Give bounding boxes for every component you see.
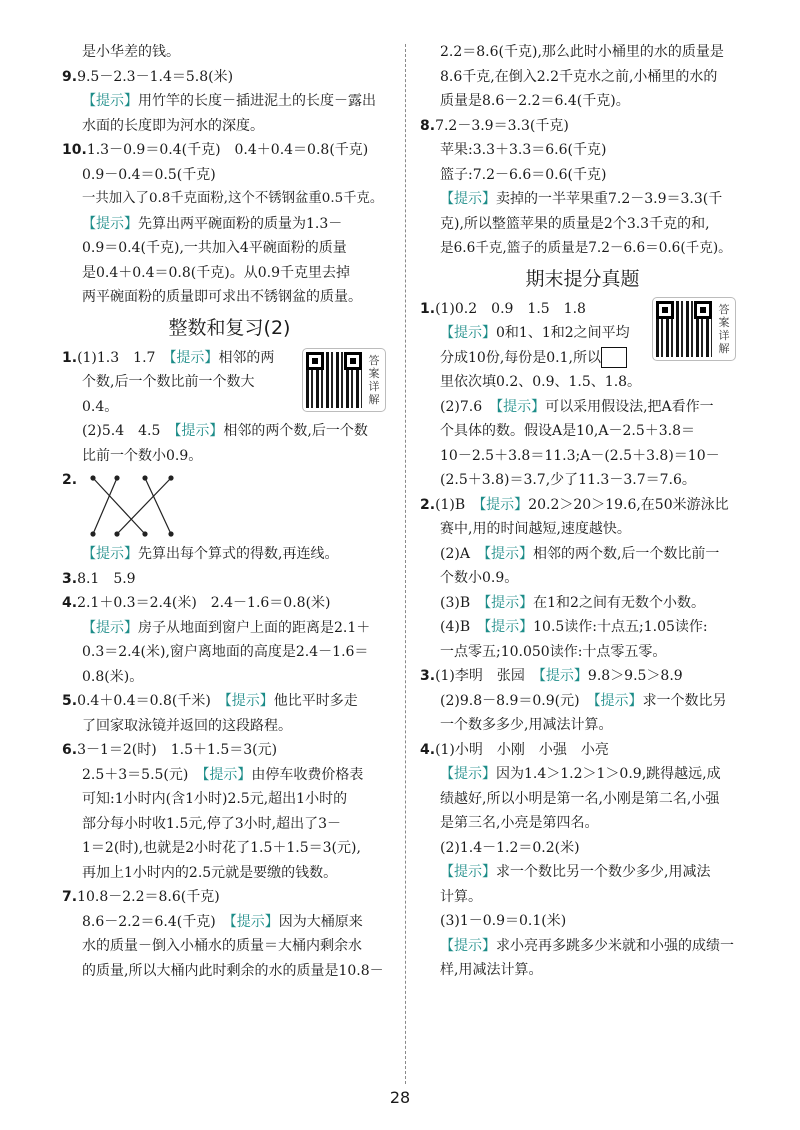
exam-hint-2-cont: 一点零五;10.050读作:十点零五零。 <box>440 643 667 660</box>
hint-9-cont: 水面的长度即为河水的深度。 <box>82 117 264 134</box>
qr-code <box>652 297 736 361</box>
hint-10: 【提示】先算出两平碗面粉的质量为1.3－ <box>82 215 343 232</box>
answer-10-line2: 0.9－0.4＝0.5(千克) <box>82 166 216 183</box>
hint-5-cont: 了回家取泳镜并返回的这段路程。 <box>82 717 292 734</box>
hint-7-cont: 的质量,所以大桶内此时剩余的水的质量是10.8－ <box>82 962 384 979</box>
exam-hint-2-cont: 赛中,用的时间越短,速度越快。 <box>440 521 631 537</box>
hint-7-cont: 质量是8.6－2.2＝6.4(千克)。 <box>440 93 630 109</box>
answer-1-cont: 个数,后一个数比前一个数大 <box>82 374 255 390</box>
section-title: 整数和复习(2) <box>168 316 291 339</box>
exam-answer-1-part2: (2)7.6 【提示】可以采用假设法,把A看作一 <box>440 398 714 415</box>
exam-hint-4c-cont: 样,用减法计算。 <box>440 962 543 978</box>
exam-answer-3: 3.(1)李明 张园 【提示】9.8＞9.5＞8.9 <box>420 668 683 684</box>
hint-4: 【提示】房子从地面到窗户上面的距离是2.1＋ <box>82 619 371 636</box>
answer-1: 1.(1)1.3 1.7 【提示】相邻的两 <box>62 349 275 366</box>
qr-code-icon <box>656 301 712 357</box>
hint-4-cont: 0.8(米)。 <box>82 668 144 685</box>
question-1-block <box>62 346 397 469</box>
hint-7-cont: 8.6千克,在倒入2.2千克水之前,小桶里的水的 <box>440 68 718 85</box>
exam-hint-3-cont: 一个数多多少,用减法计算。 <box>440 717 613 733</box>
exam-answer-2-part3: (3)B 【提示】在1和2之间有无数个小数。 <box>440 594 705 611</box>
answer-1-part2: (2)5.4 4.5 【提示】相邻的两个数,后一个数 <box>82 423 368 439</box>
hint-10-cont: 两平碗面粉的质量即可求出不锈钢盆的质量。 <box>82 289 362 305</box>
matching-lines-diagram <box>87 472 187 540</box>
hint-10-cont: 是0.4＋0.4＝0.8(千克)。从0.9千克里去掉 <box>82 264 350 281</box>
exam-hint-4-cont: 是第三名,小亮是第四名。 <box>440 815 599 831</box>
exam-hint-4b: 【提示】求一个数比另一个数少多少,用减法 <box>440 864 711 880</box>
exam-answer-4-part3: (3)1－0.9＝0.1(米) <box>440 913 567 929</box>
exam-hint-4b-cont: 计算。 <box>440 888 482 905</box>
answer-7-line2: 8.6－2.2＝6.4(千克) 【提示】因为大桶原来 <box>82 913 363 930</box>
hint-4-cont: 0.3＝2.4(米),窗户离地面的高度是2.4－1.6＝ <box>82 644 369 660</box>
exam-hint-1-cont: 里依次填0.2、0.9、1.5、1.8。 <box>440 374 642 390</box>
right-column <box>420 40 745 983</box>
exam-hint-1-cont: (2.5＋3.8)＝3.7,少了11.3－3.7＝7.6。 <box>440 472 696 488</box>
answer-9: 9.9.5－2.3－1.4＝5.8(米) <box>62 68 234 85</box>
qr-code <box>302 348 386 412</box>
exam-hint-1-cont: 分成10份,每份是0.1,所以 <box>420 346 745 371</box>
page-number: 28 <box>389 1088 411 1107</box>
qr-code-icon <box>306 352 362 408</box>
exam-answer-4-part2: (2)1.4－1.2＝0.2(米) <box>440 839 580 856</box>
exam-hint-4: 【提示】因为1.4＞1.2＞1＞0.9,跳得越远,成 <box>440 766 721 782</box>
answer-4: 4.2.1＋0.3＝2.4(米) 2.4－1.6＝0.8(米) <box>62 595 331 611</box>
exam-hint-1-cont: 个具体的数。假设A是10,A－2.5＋3.8＝ <box>440 423 696 439</box>
exam-answer-1: 1.(1)0.2 0.9 1.5 1.8 <box>420 300 586 317</box>
answer-5: 5.0.4＋0.4＝0.8(千米) 【提示】他比平时多走 <box>62 693 358 709</box>
answer-8: 8.7.2－3.9＝3.3(千克) <box>420 117 569 134</box>
exam-hint-1-cont: 10－2.5＋3.8＝11.3;A－(2.5＋3.8)＝10－ <box>440 447 720 464</box>
qr-label: 答案详解 <box>718 302 730 355</box>
answer-10-line3: 一共加入了0.8千克面粉,这个不锈钢盆重0.5千克。 <box>82 191 384 206</box>
exam-hint-4c: 【提示】求小亮再多跳多少米就和小强的成绩一 <box>440 937 734 954</box>
answer-2: 2. <box>62 468 397 542</box>
column-divider <box>405 44 406 1084</box>
hint-8-cont: 克),所以整篮苹果的质量是2个3.3千克的和, <box>440 215 710 232</box>
exam-answer-3-part2: (2)9.8－8.9＝0.9(元) 【提示】求一个数比另 <box>440 692 727 709</box>
answer-6-line2: 2.5＋3＝5.5(元) 【提示】由停车收费价格表 <box>82 766 364 783</box>
answer-3: 3.8.1 5.9 <box>62 570 136 587</box>
section-title: 期末提分真题 <box>525 267 640 290</box>
exam-question-1-block <box>420 297 745 493</box>
answer-8-apple: 苹果:3.3＋3.3＝6.6(千克) <box>440 142 607 158</box>
answer-8-basket: 篮子:7.2－6.6＝0.6(千克) <box>440 166 607 183</box>
hint-8: 【提示】卖掉的一半苹果重7.2－3.9＝3.3(千 <box>440 191 723 207</box>
answer-box <box>601 347 627 368</box>
exam-answer-2: 2.(1)B 【提示】20.2＞20＞19.6,在50米游泳比 <box>420 496 729 513</box>
answer-10: 10.1.3－0.9＝0.4(千克) 0.4＋0.4＝0.8(千克) <box>62 142 369 158</box>
hint-6-cont: 1＝2(时),也就是2小时花了1.5＋1.5＝3(元), <box>82 840 361 856</box>
answer-1-cont: 0.4。 <box>82 398 119 415</box>
qr-label: 答案详解 <box>368 353 380 406</box>
exam-answer-2-part4: (4)B 【提示】10.5读作:十点五;1.05读作: <box>440 619 708 635</box>
exam-answer-2-part2: (2)A 【提示】相邻的两个数,后一个数比前一 <box>440 545 720 562</box>
left-column <box>62 40 397 983</box>
hint-8-cont: 是6.6千克,篮子的质量是7.2－6.6＝0.6(千克)。 <box>440 240 732 256</box>
hint-7-cont: 水的质量－倒入小桶水的质量＝大桶内剩余水 <box>82 938 362 954</box>
hint-7-cont: 2.2＝8.6(千克),那么此时小桶里的水的质量是 <box>440 44 724 60</box>
exam-hint-2-cont: 个数小0.9。 <box>440 570 519 586</box>
answer-7: 7.10.8－2.2＝8.6(千克) <box>62 889 220 905</box>
answer-1-part2-cont: 比前一个数小0.9。 <box>82 447 203 464</box>
hint-9: 【提示】用竹竿的长度－插进泥土的长度－露出 <box>82 93 376 109</box>
hint-10-cont: 0.9＝0.4(千克),一共加入4平碗面粉的质量 <box>82 240 347 256</box>
answer-6: 6.3－1＝2(时) 1.5＋1.5＝3(元) <box>62 742 278 758</box>
exam-hint-1: 【提示】0和1、1和2之间平均 <box>440 325 630 341</box>
text-line: 是小华差的钱。 <box>82 44 180 60</box>
hint-6-cont: 可知:1小时内(含1小时)2.5元,超出1小时的 <box>82 791 348 807</box>
exam-hint-4-cont: 绩越好,所以小明是第一名,小刚是第二名,小强 <box>440 790 720 807</box>
hint-2: 【提示】先算出每个算式的得数,再连线。 <box>82 546 339 562</box>
exam-answer-4: 4.(1)小明 小刚 小强 小亮 <box>420 741 609 758</box>
hint-6-cont: 部分每小时收1.5元,停了3小时,超出了3－ <box>82 815 341 832</box>
hint-6-cont: 再加上1小时内的2.5元就是要缴的钱数。 <box>82 864 338 881</box>
